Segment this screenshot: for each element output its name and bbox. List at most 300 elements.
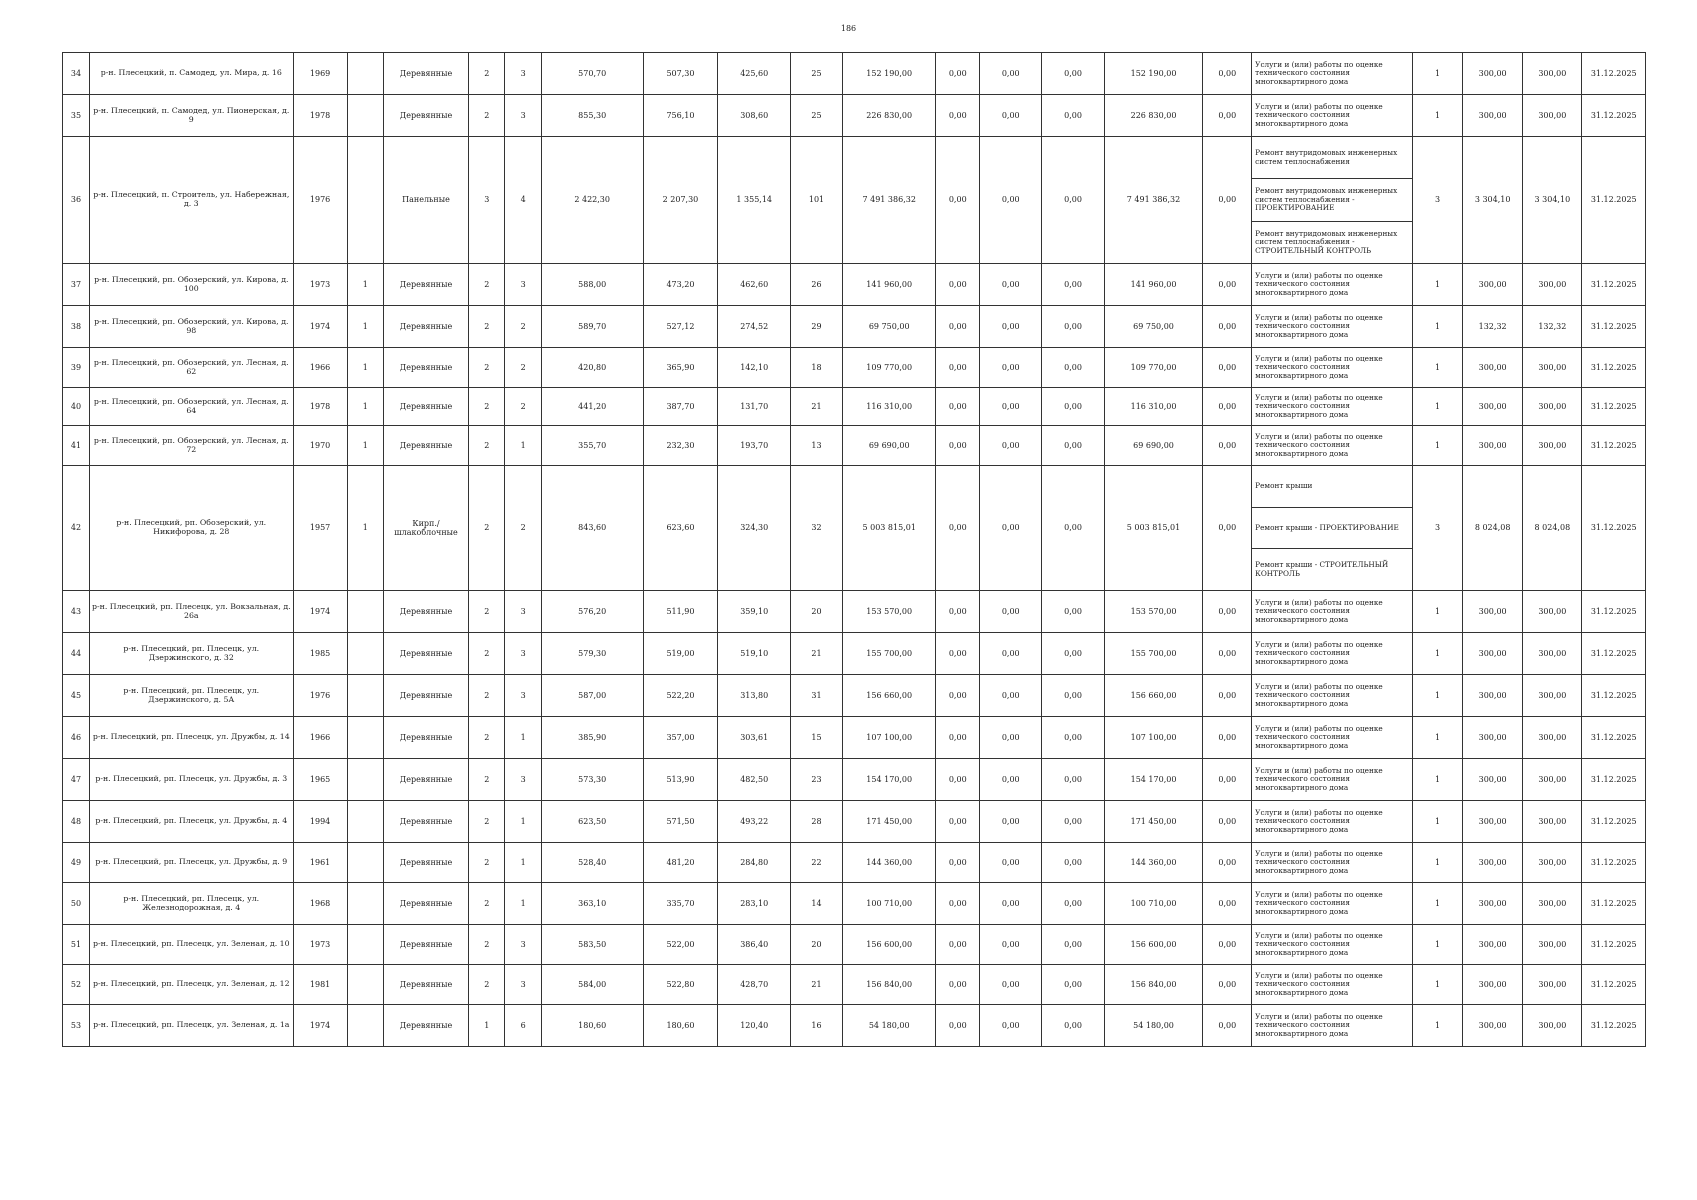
owners-funds-cell: 54 180,00 — [1104, 1005, 1203, 1047]
row-number: 34 — [63, 53, 90, 95]
work-count-cell: 1 — [1413, 591, 1463, 633]
owners-funds-cell: 156 840,00 — [1104, 965, 1203, 1005]
total-cost-cell: 141 960,00 — [842, 264, 935, 306]
completion-date-cell: 31.12.2025 — [1582, 965, 1646, 1005]
residential-area-cell: 428,70 — [718, 965, 791, 1005]
table-row — [63, 759, 1646, 801]
completion-date-cell: 31.12.2025 — [1582, 264, 1646, 306]
residents-cell: 32 — [791, 466, 843, 591]
completion-date-cell: 31.12.2025 — [1582, 591, 1646, 633]
address-cell: р-н. Плесецкий, рп. Плесецк, ул. Зеленая, д. 1а — [90, 1005, 294, 1047]
year-cell: 1966 — [293, 348, 347, 388]
completion-date-cell: 31.12.2025 — [1582, 137, 1646, 264]
entrances-cell: 6 — [505, 1005, 541, 1047]
owners-funds-cell: 144 360,00 — [1104, 843, 1203, 883]
local-budget-cell: 0,00 — [1042, 466, 1104, 591]
other-funds-cell: 0,00 — [1203, 53, 1252, 95]
wall-material-cell: Деревянные — [383, 717, 468, 759]
residents-cell: 23 — [791, 759, 843, 801]
total-cost-cell: 100 710,00 — [842, 883, 935, 925]
table-row — [63, 883, 1646, 925]
other-funds-cell: 0,00 — [1203, 426, 1252, 466]
local-budget-cell: 0,00 — [1042, 675, 1104, 717]
entrances-cell: 1 — [505, 883, 541, 925]
owners-funds-cell: 5 003 815,01 — [1104, 466, 1203, 591]
repair-register-table — [62, 52, 1646, 1047]
unit-cost-cell: 300,00 — [1463, 264, 1523, 306]
year-cell: 1981 — [293, 965, 347, 1005]
limit-cost-cell: 300,00 — [1523, 426, 1582, 466]
residential-area-cell: 131,70 — [718, 388, 791, 426]
unit-cost-cell: 8 024,08 — [1463, 466, 1523, 591]
residential-area-cell: 308,60 — [718, 95, 791, 137]
table-row — [63, 137, 1646, 264]
address-cell: р-н. Плесецкий, рп. Плесецк, ул. Вокзальная, д. 26а — [90, 591, 294, 633]
total-cost-cell: 226 830,00 — [842, 95, 935, 137]
residents-cell: 21 — [791, 633, 843, 675]
row-number: 41 — [63, 426, 90, 466]
residential-area-cell: 284,80 — [718, 843, 791, 883]
local-budget-cell: 0,00 — [1042, 717, 1104, 759]
living-area-cell: 387,70 — [643, 388, 718, 426]
residential-area-cell: 303,61 — [718, 717, 791, 759]
work-count-cell: 1 — [1413, 925, 1463, 965]
total-cost-cell: 54 180,00 — [842, 1005, 935, 1047]
repair-year-cell — [347, 759, 383, 801]
address-cell: р-н. Плесецкий, рп. Обозерский, ул. Лесная, д. 62 — [90, 348, 294, 388]
repair-year-cell: 1 — [347, 466, 383, 591]
other-funds-cell: 0,00 — [1203, 137, 1252, 264]
owners-funds-cell: 152 190,00 — [1104, 53, 1203, 95]
other-funds-cell: 0,00 — [1203, 759, 1252, 801]
total-area-cell: 363,10 — [541, 883, 643, 925]
residential-area-cell: 283,10 — [718, 883, 791, 925]
row-number: 37 — [63, 264, 90, 306]
repair-year-cell — [347, 843, 383, 883]
table-row — [63, 466, 1646, 591]
unit-cost-cell: 300,00 — [1463, 591, 1523, 633]
repair-year-cell: 1 — [347, 348, 383, 388]
unit-cost-cell: 300,00 — [1463, 1005, 1523, 1047]
year-cell: 1978 — [293, 95, 347, 137]
entrances-cell: 3 — [505, 95, 541, 137]
works-cell: Услуги и (или) работы по оценке технического состояния многоквартирного дома — [1252, 883, 1413, 925]
entrances-cell: 3 — [505, 675, 541, 717]
completion-date-cell: 31.12.2025 — [1582, 925, 1646, 965]
other-funds-cell: 0,00 — [1203, 675, 1252, 717]
address-cell: р-н. Плесецкий, рп. Обозерский, ул. Лесная, д. 64 — [90, 388, 294, 426]
regional-budget-cell: 0,00 — [980, 633, 1042, 675]
row-number: 42 — [63, 466, 90, 591]
local-budget-cell: 0,00 — [1042, 137, 1104, 264]
local-budget-cell: 0,00 — [1042, 801, 1104, 843]
regional-budget-cell: 0,00 — [980, 591, 1042, 633]
wall-material-cell: Деревянные — [383, 1005, 468, 1047]
regional-budget-cell: 0,00 — [980, 306, 1042, 348]
owners-funds-cell: 109 770,00 — [1104, 348, 1203, 388]
total-cost-cell: 144 360,00 — [842, 843, 935, 883]
unit-cost-cell: 300,00 — [1463, 883, 1523, 925]
table-row — [63, 264, 1646, 306]
regional-budget-cell: 0,00 — [980, 717, 1042, 759]
other-funds-cell: 0,00 — [1203, 95, 1252, 137]
wall-material-cell: Деревянные — [383, 388, 468, 426]
total-cost-cell: 156 660,00 — [842, 675, 935, 717]
other-funds-cell: 0,00 — [1203, 348, 1252, 388]
living-area-cell: 511,90 — [643, 591, 718, 633]
residents-cell: 13 — [791, 426, 843, 466]
fund-cell: 0,00 — [936, 264, 980, 306]
living-area-cell: 481,20 — [643, 843, 718, 883]
residents-cell: 16 — [791, 1005, 843, 1047]
entrances-cell: 2 — [505, 348, 541, 388]
living-area-cell: 232,30 — [643, 426, 718, 466]
regional-budget-cell: 0,00 — [980, 426, 1042, 466]
local-budget-cell: 0,00 — [1042, 95, 1104, 137]
work-count-cell: 3 — [1413, 137, 1463, 264]
entrances-cell: 3 — [505, 633, 541, 675]
floors-cell: 3 — [469, 137, 505, 264]
unit-cost-cell: 300,00 — [1463, 801, 1523, 843]
work-count-cell: 1 — [1413, 388, 1463, 426]
table-row — [63, 965, 1646, 1005]
entrances-cell: 2 — [505, 466, 541, 591]
unit-cost-cell: 300,00 — [1463, 843, 1523, 883]
other-funds-cell: 0,00 — [1203, 264, 1252, 306]
other-funds-cell: 0,00 — [1203, 717, 1252, 759]
work-item: Ремонт крыши - СТРОИТЕЛЬНЫЙ КОНТРОЛЬ — [1252, 548, 1412, 590]
address-cell: р-н. Плесецкий, п. Строитель, ул. Набережная, д. 3 — [90, 137, 294, 264]
row-number: 39 — [63, 348, 90, 388]
local-budget-cell: 0,00 — [1042, 883, 1104, 925]
works-cell: Услуги и (или) работы по оценке технического состояния многоквартирного дома — [1252, 306, 1413, 348]
floors-cell: 2 — [469, 306, 505, 348]
work-count-cell: 1 — [1413, 633, 1463, 675]
completion-date-cell: 31.12.2025 — [1582, 306, 1646, 348]
floors-cell: 2 — [469, 925, 505, 965]
wall-material-cell: Деревянные — [383, 759, 468, 801]
living-area-cell: 522,20 — [643, 675, 718, 717]
repair-year-cell — [347, 925, 383, 965]
total-area-cell: 579,30 — [541, 633, 643, 675]
unit-cost-cell: 300,00 — [1463, 965, 1523, 1005]
year-cell: 1966 — [293, 717, 347, 759]
year-cell: 1973 — [293, 264, 347, 306]
work-count-cell: 1 — [1413, 426, 1463, 466]
limit-cost-cell: 300,00 — [1523, 633, 1582, 675]
regional-budget-cell: 0,00 — [980, 53, 1042, 95]
total-area-cell: 583,50 — [541, 925, 643, 965]
work-item: Ремонт внутридомовых инженерных систем теплоснабжения - ПРОЕКТИРОВАНИЕ — [1252, 178, 1412, 220]
limit-cost-cell: 300,00 — [1523, 843, 1582, 883]
register-body — [63, 53, 1646, 1047]
row-number: 48 — [63, 801, 90, 843]
table-row — [63, 306, 1646, 348]
table-row — [63, 348, 1646, 388]
floors-cell: 1 — [469, 1005, 505, 1047]
unit-cost-cell: 300,00 — [1463, 388, 1523, 426]
other-funds-cell: 0,00 — [1203, 306, 1252, 348]
works-cell: Услуги и (или) работы по оценке технического состояния многоквартирного дома — [1252, 759, 1413, 801]
address-cell: р-н. Плесецкий, рп. Плесецк, ул. Зеленая, д. 10 — [90, 925, 294, 965]
work-item: Ремонт внутридомовых инженерных систем теплоснабжения — [1255, 148, 1398, 166]
address-cell: р-н. Плесецкий, рп. Плесецк, ул. Железнодорожная, д. 4 — [90, 883, 294, 925]
total-cost-cell: 154 170,00 — [842, 759, 935, 801]
floors-cell: 2 — [469, 965, 505, 1005]
residential-area-cell: 120,40 — [718, 1005, 791, 1047]
address-cell: р-н. Плесецкий, рп. Плесецк, ул. Дзержинского, д. 32 — [90, 633, 294, 675]
regional-budget-cell: 0,00 — [980, 843, 1042, 883]
works-cell: Услуги и (или) работы по оценке технического состояния многоквартирного дома — [1252, 717, 1413, 759]
year-cell: 1974 — [293, 306, 347, 348]
row-number: 44 — [63, 633, 90, 675]
fund-cell: 0,00 — [936, 388, 980, 426]
address-cell: р-н. Плесецкий, рп. Плесецк, ул. Зеленая, д. 12 — [90, 965, 294, 1005]
local-budget-cell: 0,00 — [1042, 306, 1104, 348]
floors-cell: 2 — [469, 53, 505, 95]
living-area-cell: 357,00 — [643, 717, 718, 759]
residential-area-cell: 359,10 — [718, 591, 791, 633]
table-row — [63, 801, 1646, 843]
local-budget-cell: 0,00 — [1042, 965, 1104, 1005]
works-cell — [1252, 466, 1413, 591]
entrances-cell: 3 — [505, 965, 541, 1005]
local-budget-cell: 0,00 — [1042, 591, 1104, 633]
residential-area-cell: 1 355,14 — [718, 137, 791, 264]
table-row — [63, 843, 1646, 883]
local-budget-cell: 0,00 — [1042, 348, 1104, 388]
repair-year-cell — [347, 965, 383, 1005]
limit-cost-cell: 300,00 — [1523, 95, 1582, 137]
work-count-cell: 1 — [1413, 53, 1463, 95]
total-area-cell: 420,80 — [541, 348, 643, 388]
regional-budget-cell: 0,00 — [980, 925, 1042, 965]
living-area-cell: 522,80 — [643, 965, 718, 1005]
wall-material-cell: Деревянные — [383, 95, 468, 137]
residential-area-cell: 274,52 — [718, 306, 791, 348]
total-cost-cell: 5 003 815,01 — [842, 466, 935, 591]
residents-cell: 20 — [791, 925, 843, 965]
owners-funds-cell: 7 491 386,32 — [1104, 137, 1203, 264]
local-budget-cell: 0,00 — [1042, 1005, 1104, 1047]
entrances-cell: 4 — [505, 137, 541, 264]
address-cell: р-н. Плесецкий, рп. Обозерский, ул. Кирова, д. 100 — [90, 264, 294, 306]
total-cost-cell: 171 450,00 — [842, 801, 935, 843]
row-number: 43 — [63, 591, 90, 633]
completion-date-cell: 31.12.2025 — [1582, 717, 1646, 759]
total-area-cell: 180,60 — [541, 1005, 643, 1047]
total-area-cell: 576,20 — [541, 591, 643, 633]
fund-cell: 0,00 — [936, 801, 980, 843]
completion-date-cell: 31.12.2025 — [1582, 388, 1646, 426]
local-budget-cell: 0,00 — [1042, 53, 1104, 95]
unit-cost-cell: 300,00 — [1463, 348, 1523, 388]
year-cell: 1994 — [293, 801, 347, 843]
floors-cell: 2 — [469, 388, 505, 426]
wall-material-cell: Деревянные — [383, 925, 468, 965]
other-funds-cell: 0,00 — [1203, 1005, 1252, 1047]
regional-budget-cell: 0,00 — [980, 675, 1042, 717]
other-funds-cell: 0,00 — [1203, 388, 1252, 426]
total-area-cell: 588,00 — [541, 264, 643, 306]
limit-cost-cell: 300,00 — [1523, 801, 1582, 843]
address-cell: р-н. Плесецкий, п. Самодед, ул. Пионерская, д. 9 — [90, 95, 294, 137]
table-row — [63, 426, 1646, 466]
residents-cell: 101 — [791, 137, 843, 264]
wall-material-cell: Деревянные — [383, 591, 468, 633]
limit-cost-cell: 300,00 — [1523, 591, 1582, 633]
owners-funds-cell: 156 600,00 — [1104, 925, 1203, 965]
limit-cost-cell: 300,00 — [1523, 965, 1582, 1005]
row-number: 50 — [63, 883, 90, 925]
row-number: 52 — [63, 965, 90, 1005]
year-cell: 1976 — [293, 675, 347, 717]
completion-date-cell: 31.12.2025 — [1582, 675, 1646, 717]
limit-cost-cell: 3 304,10 — [1523, 137, 1582, 264]
total-area-cell: 441,20 — [541, 388, 643, 426]
floors-cell: 2 — [469, 675, 505, 717]
year-cell: 1965 — [293, 759, 347, 801]
wall-material-cell: Деревянные — [383, 53, 468, 95]
row-number: 46 — [63, 717, 90, 759]
other-funds-cell: 0,00 — [1203, 883, 1252, 925]
residential-area-cell: 142,10 — [718, 348, 791, 388]
total-cost-cell: 152 190,00 — [842, 53, 935, 95]
owners-funds-cell: 69 690,00 — [1104, 426, 1203, 466]
repair-year-cell: 1 — [347, 388, 383, 426]
fund-cell: 0,00 — [936, 1005, 980, 1047]
works-cell: Услуги и (или) работы по оценке технического состояния многоквартирного дома — [1252, 53, 1413, 95]
unit-cost-cell: 300,00 — [1463, 53, 1523, 95]
works-cell: Услуги и (или) работы по оценке технического состояния многоквартирного дома — [1252, 348, 1413, 388]
address-cell: р-н. Плесецкий, рп. Обозерский, ул. Никифорова, д. 28 — [90, 466, 294, 591]
repair-year-cell — [347, 801, 383, 843]
total-area-cell: 584,00 — [541, 965, 643, 1005]
local-budget-cell: 0,00 — [1042, 925, 1104, 965]
works-cell: Услуги и (или) работы по оценке технического состояния многоквартирного дома — [1252, 801, 1413, 843]
regional-budget-cell: 0,00 — [980, 801, 1042, 843]
work-item: Ремонт внутридомовых инженерных систем теплоснабжения - СТРОИТЕЛЬНЫЙ КОНТРОЛЬ — [1252, 221, 1412, 263]
works-cell: Услуги и (или) работы по оценке технического состояния многоквартирного дома — [1252, 264, 1413, 306]
repair-year-cell: 1 — [347, 306, 383, 348]
wall-material-cell: Кирп./шлакоблочные — [383, 466, 468, 591]
other-funds-cell: 0,00 — [1203, 633, 1252, 675]
completion-date-cell: 31.12.2025 — [1582, 95, 1646, 137]
regional-budget-cell: 0,00 — [980, 348, 1042, 388]
entrances-cell: 3 — [505, 591, 541, 633]
unit-cost-cell: 300,00 — [1463, 95, 1523, 137]
total-area-cell: 570,70 — [541, 53, 643, 95]
work-count-cell: 1 — [1413, 965, 1463, 1005]
unit-cost-cell: 300,00 — [1463, 675, 1523, 717]
other-funds-cell: 0,00 — [1203, 801, 1252, 843]
floors-cell: 2 — [469, 348, 505, 388]
living-area-cell: 2 207,30 — [643, 137, 718, 264]
residential-area-cell: 493,22 — [718, 801, 791, 843]
completion-date-cell: 31.12.2025 — [1582, 348, 1646, 388]
total-area-cell: 843,60 — [541, 466, 643, 591]
works-cell: Услуги и (или) работы по оценке технического состояния многоквартирного дома — [1252, 675, 1413, 717]
regional-budget-cell: 0,00 — [980, 388, 1042, 426]
row-number: 51 — [63, 925, 90, 965]
total-cost-cell: 156 600,00 — [842, 925, 935, 965]
regional-budget-cell: 0,00 — [980, 137, 1042, 264]
work-item: Ремонт крыши — [1255, 481, 1313, 491]
unit-cost-cell: 300,00 — [1463, 759, 1523, 801]
fund-cell: 0,00 — [936, 137, 980, 264]
entrances-cell: 2 — [505, 388, 541, 426]
regional-budget-cell: 0,00 — [980, 466, 1042, 591]
limit-cost-cell: 300,00 — [1523, 348, 1582, 388]
total-area-cell: 623,50 — [541, 801, 643, 843]
limit-cost-cell: 300,00 — [1523, 264, 1582, 306]
works-cell: Услуги и (или) работы по оценке технического состояния многоквартирного дома — [1252, 591, 1413, 633]
address-cell: р-н. Плесецкий, рп. Плесецк, ул. Дзержинского, д. 5А — [90, 675, 294, 717]
work-item: Ремонт крыши - ПРОЕКТИРОВАНИЕ — [1252, 507, 1412, 549]
row-number: 35 — [63, 95, 90, 137]
wall-material-cell: Деревянные — [383, 306, 468, 348]
works-cell: Услуги и (или) работы по оценке технического состояния многоквартирного дома — [1252, 95, 1413, 137]
living-area-cell: 756,10 — [643, 95, 718, 137]
total-cost-cell: 69 690,00 — [842, 426, 935, 466]
local-budget-cell: 0,00 — [1042, 426, 1104, 466]
residents-cell: 31 — [791, 675, 843, 717]
local-budget-cell: 0,00 — [1042, 388, 1104, 426]
owners-funds-cell: 107 100,00 — [1104, 717, 1203, 759]
owners-funds-cell: 171 450,00 — [1104, 801, 1203, 843]
year-cell: 1985 — [293, 633, 347, 675]
total-area-cell: 385,90 — [541, 717, 643, 759]
residents-cell: 21 — [791, 388, 843, 426]
year-cell: 1957 — [293, 466, 347, 591]
living-area-cell: 507,30 — [643, 53, 718, 95]
row-number: 53 — [63, 1005, 90, 1047]
entrances-cell: 1 — [505, 717, 541, 759]
row-number: 38 — [63, 306, 90, 348]
residents-cell: 14 — [791, 883, 843, 925]
page-number: 186 — [840, 24, 857, 33]
residents-cell: 22 — [791, 843, 843, 883]
year-cell: 1978 — [293, 388, 347, 426]
completion-date-cell: 31.12.2025 — [1582, 759, 1646, 801]
works-list — [1252, 137, 1412, 263]
year-cell: 1974 — [293, 591, 347, 633]
owners-funds-cell: 141 960,00 — [1104, 264, 1203, 306]
limit-cost-cell: 300,00 — [1523, 883, 1582, 925]
unit-cost-cell: 300,00 — [1463, 426, 1523, 466]
work-count-cell: 1 — [1413, 801, 1463, 843]
total-area-cell: 589,70 — [541, 306, 643, 348]
residents-cell: 26 — [791, 264, 843, 306]
fund-cell: 0,00 — [936, 843, 980, 883]
living-area-cell: 180,60 — [643, 1005, 718, 1047]
total-area-cell: 573,30 — [541, 759, 643, 801]
wall-material-cell: Деревянные — [383, 965, 468, 1005]
fund-cell: 0,00 — [936, 965, 980, 1005]
residents-cell: 20 — [791, 591, 843, 633]
owners-funds-cell: 153 570,00 — [1104, 591, 1203, 633]
limit-cost-cell: 300,00 — [1523, 759, 1582, 801]
repair-year-cell — [347, 1005, 383, 1047]
limit-cost-cell: 300,00 — [1523, 925, 1582, 965]
completion-date-cell: 31.12.2025 — [1582, 466, 1646, 591]
total-area-cell: 2 422,30 — [541, 137, 643, 264]
works-cell: Услуги и (или) работы по оценке технического состояния многоквартирного дома — [1252, 633, 1413, 675]
table-row — [63, 53, 1646, 95]
floors-cell: 2 — [469, 759, 505, 801]
floors-cell: 2 — [469, 426, 505, 466]
total-cost-cell: 109 770,00 — [842, 348, 935, 388]
